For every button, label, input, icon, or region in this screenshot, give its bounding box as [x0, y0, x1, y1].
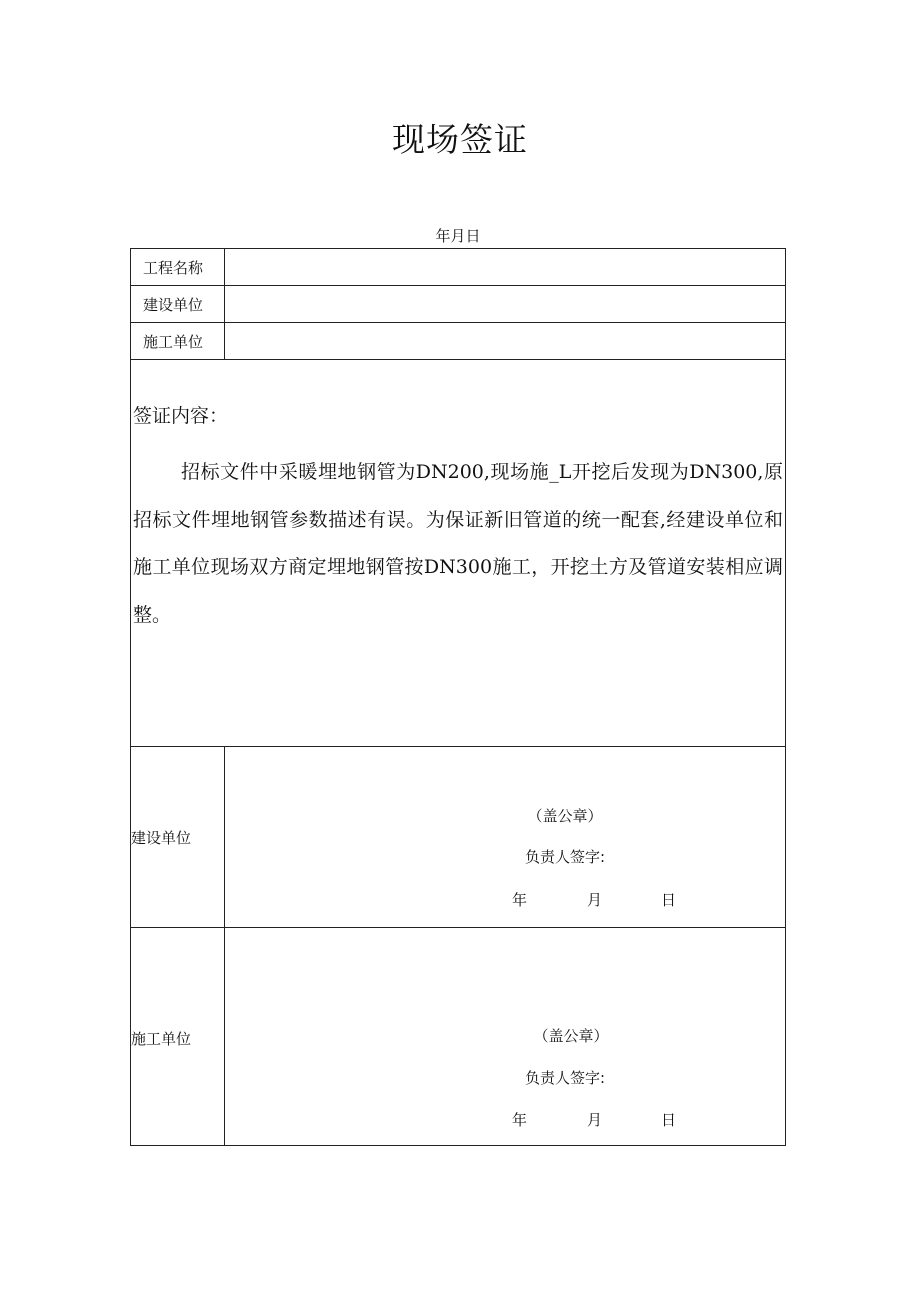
- year-label: 年: [512, 1111, 528, 1129]
- seal-note: （盖公章）: [533, 1027, 609, 1045]
- page-title: 现场签证: [392, 120, 528, 159]
- visa-form: [130, 248, 786, 1146]
- project-name-value[interactable]: [225, 249, 785, 285]
- content-heading: 签证内容：: [133, 405, 229, 427]
- month-label: 月: [587, 1111, 603, 1129]
- contractor-unit-row: [131, 323, 785, 360]
- year-label: 年: [512, 891, 528, 909]
- day-label: 日: [661, 1111, 677, 1129]
- month-label: 月: [587, 891, 603, 909]
- date-line: 年月日: [435, 227, 481, 245]
- signer-label: 负责人签字:: [524, 1069, 606, 1087]
- construction-unit-seal-area[interactable]: [225, 747, 785, 928]
- signature-date: [225, 889, 785, 909]
- seal-note: （盖公章）: [527, 807, 603, 825]
- day-label: 日: [661, 891, 677, 909]
- construction-unit-value[interactable]: [225, 286, 785, 322]
- project-name-label: 工程名称: [131, 249, 225, 285]
- construction-unit-signature-row: [131, 747, 785, 928]
- contractor-unit-signature-label: 施工单位: [131, 928, 225, 1145]
- construction-unit-row: [131, 286, 785, 323]
- contractor-unit-seal-area[interactable]: [225, 928, 785, 1145]
- contractor-unit-value[interactable]: [225, 323, 785, 359]
- contractor-unit-signature-row: [131, 928, 785, 1145]
- signer-label: 负责人签字:: [524, 848, 606, 866]
- contractor-unit-label: 施工单位: [131, 323, 225, 359]
- visa-content-cell: [131, 360, 785, 747]
- construction-unit-label: 建设单位: [131, 286, 225, 322]
- project-name-row: [131, 249, 785, 286]
- construction-unit-signature-label: 建设单位: [131, 747, 225, 927]
- content-body: 招标文件中采暖埋地钢管为DN200,现场施_L开挖后发现为DN300,原招标文件埋地钢管参数描述有误。为保证新旧管道的统一配套,经建设单位和施工单位现场双方商定埋地钢管按DN300施工，开挖土方及管道安装相应调整。: [133, 461, 783, 626]
- signature-date: [225, 1109, 785, 1129]
